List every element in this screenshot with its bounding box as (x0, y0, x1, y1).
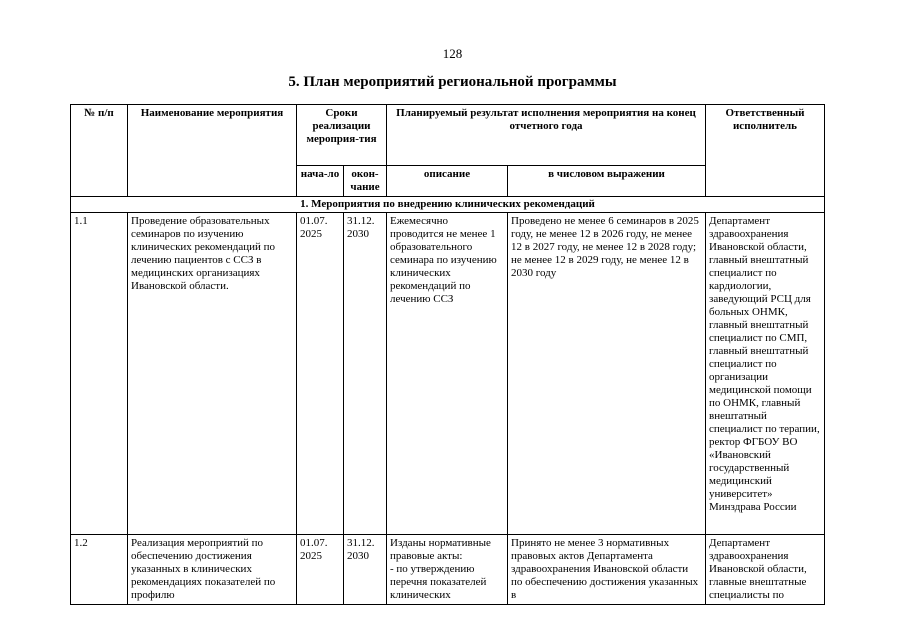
description-line: клинических (390, 589, 451, 601)
section-row (71, 197, 825, 213)
row-responsible: Департамент здравоохранения Ивановской области, главные внештатные специалисты по (706, 535, 825, 605)
row-description (387, 535, 508, 605)
page-title: 5. План мероприятий региональной программы (288, 74, 617, 90)
description-line: Изданы нормативные (390, 537, 491, 549)
page-number: 128 (442, 46, 463, 61)
row-name: Проведение образовательных семинаров по изучению клинических рекомендаций по лечению пациентов с ССЗ в медицинских организациях Ивановской области. (128, 213, 297, 535)
row-numeric: Принято не менее 3 нормативных правовых актов Департамента здравоохранения Ивановской области по обеспечению достижения указанных в (508, 535, 706, 605)
row-start: 01.07. 2025 (297, 213, 344, 535)
table-row (71, 535, 825, 605)
table-row (71, 213, 825, 535)
row-num: 1.2 (71, 535, 128, 605)
section-heading: 1. Мероприятия по внедрению клинических рекомендаций (71, 197, 825, 213)
row-end: 31.12. 2030 (344, 213, 387, 535)
plan-table (70, 104, 825, 605)
header-numeric: в числовом выражении (508, 166, 706, 197)
header-end: окон-чание (344, 166, 387, 197)
header-description: описание (387, 166, 508, 197)
row-start: 01.07. 2025 (297, 535, 344, 605)
row-numeric: Проведено не менее 6 семинаров в 2025 году, не менее 12 в 2026 году, не менее 12 в 2027 году, не менее 12 в 2028 году; не менее 12 в 2029 году, не менее 12 в 2030 году (508, 213, 706, 535)
header-start: нача-ло (297, 166, 344, 197)
row-num: 1.1 (71, 213, 128, 535)
row-responsible: Департамент здравоохранения Ивановской области, главный внештатный специалист по кардиологии, заведующий РСЦ для больных ОНМК, главный внештатный специалист по СМП, главный внештатный специалист по организации медицинской помощи по ОНМК, главный внештатный специалист по терапии, ректор ФГБОУ ВО «Ивановский государственный медицинский университет» Минздрава России (706, 213, 825, 535)
row-description: Ежемесячно проводится не менее 1 образовательного семинара по изучению клинических рекомендаций по лечению ССЗ (387, 213, 508, 535)
header-num: № п/п (71, 105, 128, 197)
header-name: Наименование мероприятия (128, 105, 297, 197)
row-name: Реализация мероприятий по обеспечению достижения указанных в клинических рекомендациях показателей по профилю (128, 535, 297, 605)
header-terms: Сроки реализации мероприя-тия (297, 105, 387, 166)
header-result: Планируемый результат исполнения мероприятия на конец отчетного года (387, 105, 706, 166)
row-end: 31.12. 2030 (344, 535, 387, 605)
description-line: правовые акты: (390, 550, 463, 562)
header-responsible: Ответственный исполнитель (706, 105, 825, 197)
description-line: - по утверждению (390, 563, 475, 575)
header-row (71, 105, 825, 166)
description-line: перечня показателей (390, 576, 487, 588)
